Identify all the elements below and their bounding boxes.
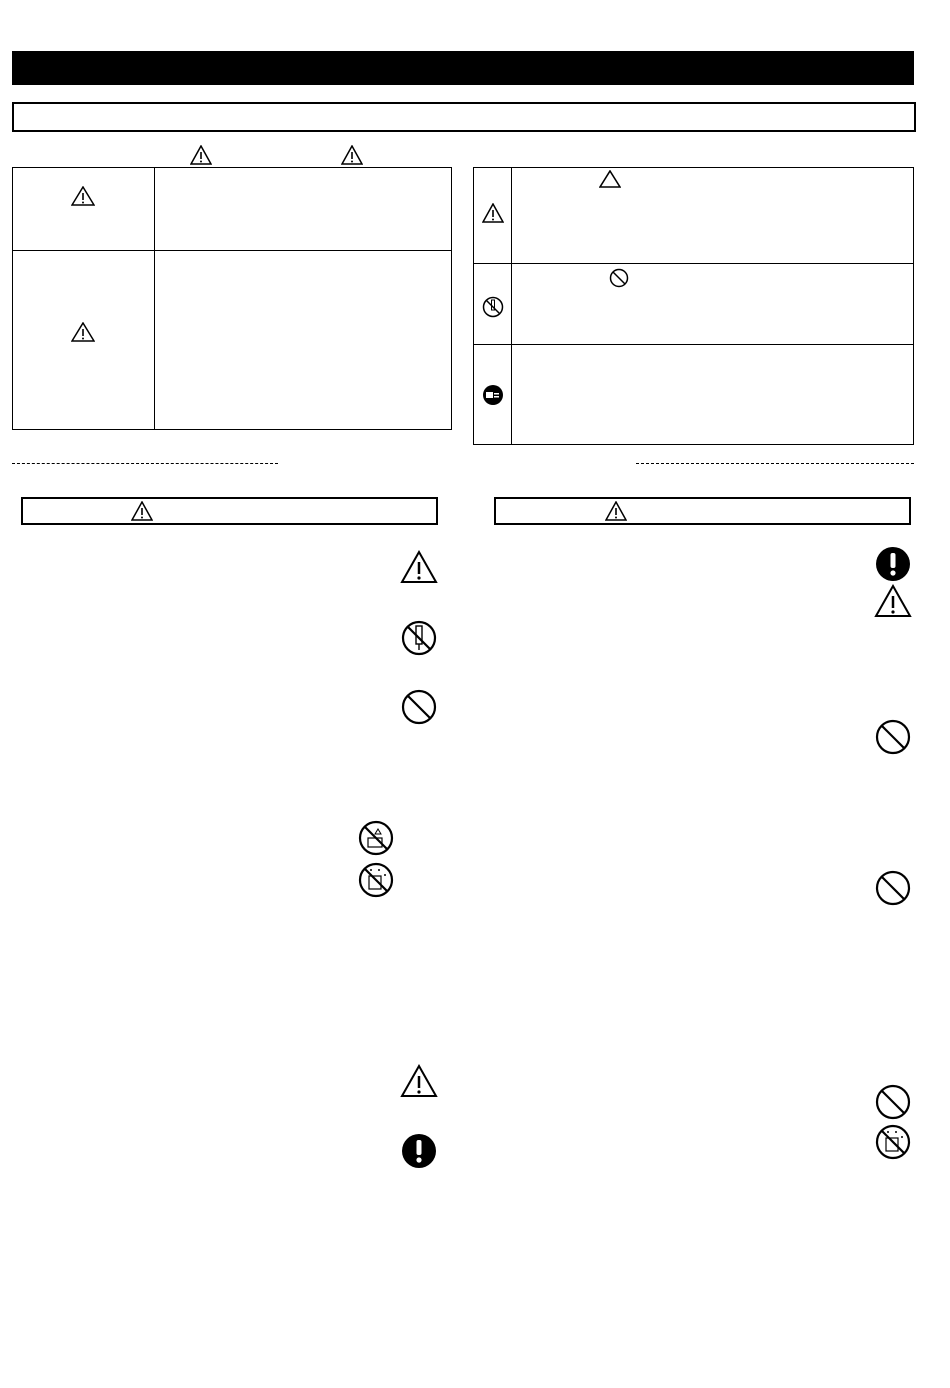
section-header-left <box>21 497 438 525</box>
do-not-disassemble-icon <box>482 296 504 318</box>
table-divider <box>154 167 155 430</box>
prohibition-icon <box>875 719 911 755</box>
mandatory-action-icon <box>401 1133 437 1169</box>
warning-triangle-icon <box>400 1064 438 1098</box>
table-divider <box>511 167 512 445</box>
warning-triangle-icon <box>131 501 153 521</box>
unplug-icon <box>482 384 504 406</box>
warning-triangle-icon <box>71 186 95 206</box>
no-moisture-icon <box>358 862 394 898</box>
warning-triangle-icon <box>190 145 212 165</box>
table-divider <box>473 344 914 345</box>
dashed-separator <box>636 463 914 464</box>
warning-triangle-icon <box>482 203 504 223</box>
symbol-legend-table <box>473 167 914 445</box>
no-moisture-icon <box>875 1124 911 1160</box>
prohibition-icon <box>875 870 911 906</box>
prohibition-icon <box>609 268 629 288</box>
warning-triangle-icon <box>874 584 912 618</box>
subtitle-bar <box>12 102 916 132</box>
no-water-icon <box>358 820 394 856</box>
do-not-disassemble-icon <box>401 620 437 656</box>
warning-triangle-icon <box>71 322 95 342</box>
prohibition-icon <box>401 689 437 725</box>
warning-legend-table <box>12 167 452 430</box>
prohibition-icon <box>875 1084 911 1120</box>
warning-triangle-icon <box>400 550 438 584</box>
warning-triangle-icon <box>341 145 363 165</box>
table-divider <box>473 263 914 264</box>
triangle-outline-icon <box>599 170 621 188</box>
title-bar <box>12 51 914 85</box>
dashed-separator <box>12 463 278 464</box>
section-header-right <box>494 497 911 525</box>
mandatory-action-icon <box>875 546 911 582</box>
table-divider <box>12 250 452 251</box>
warning-triangle-icon <box>605 501 627 521</box>
